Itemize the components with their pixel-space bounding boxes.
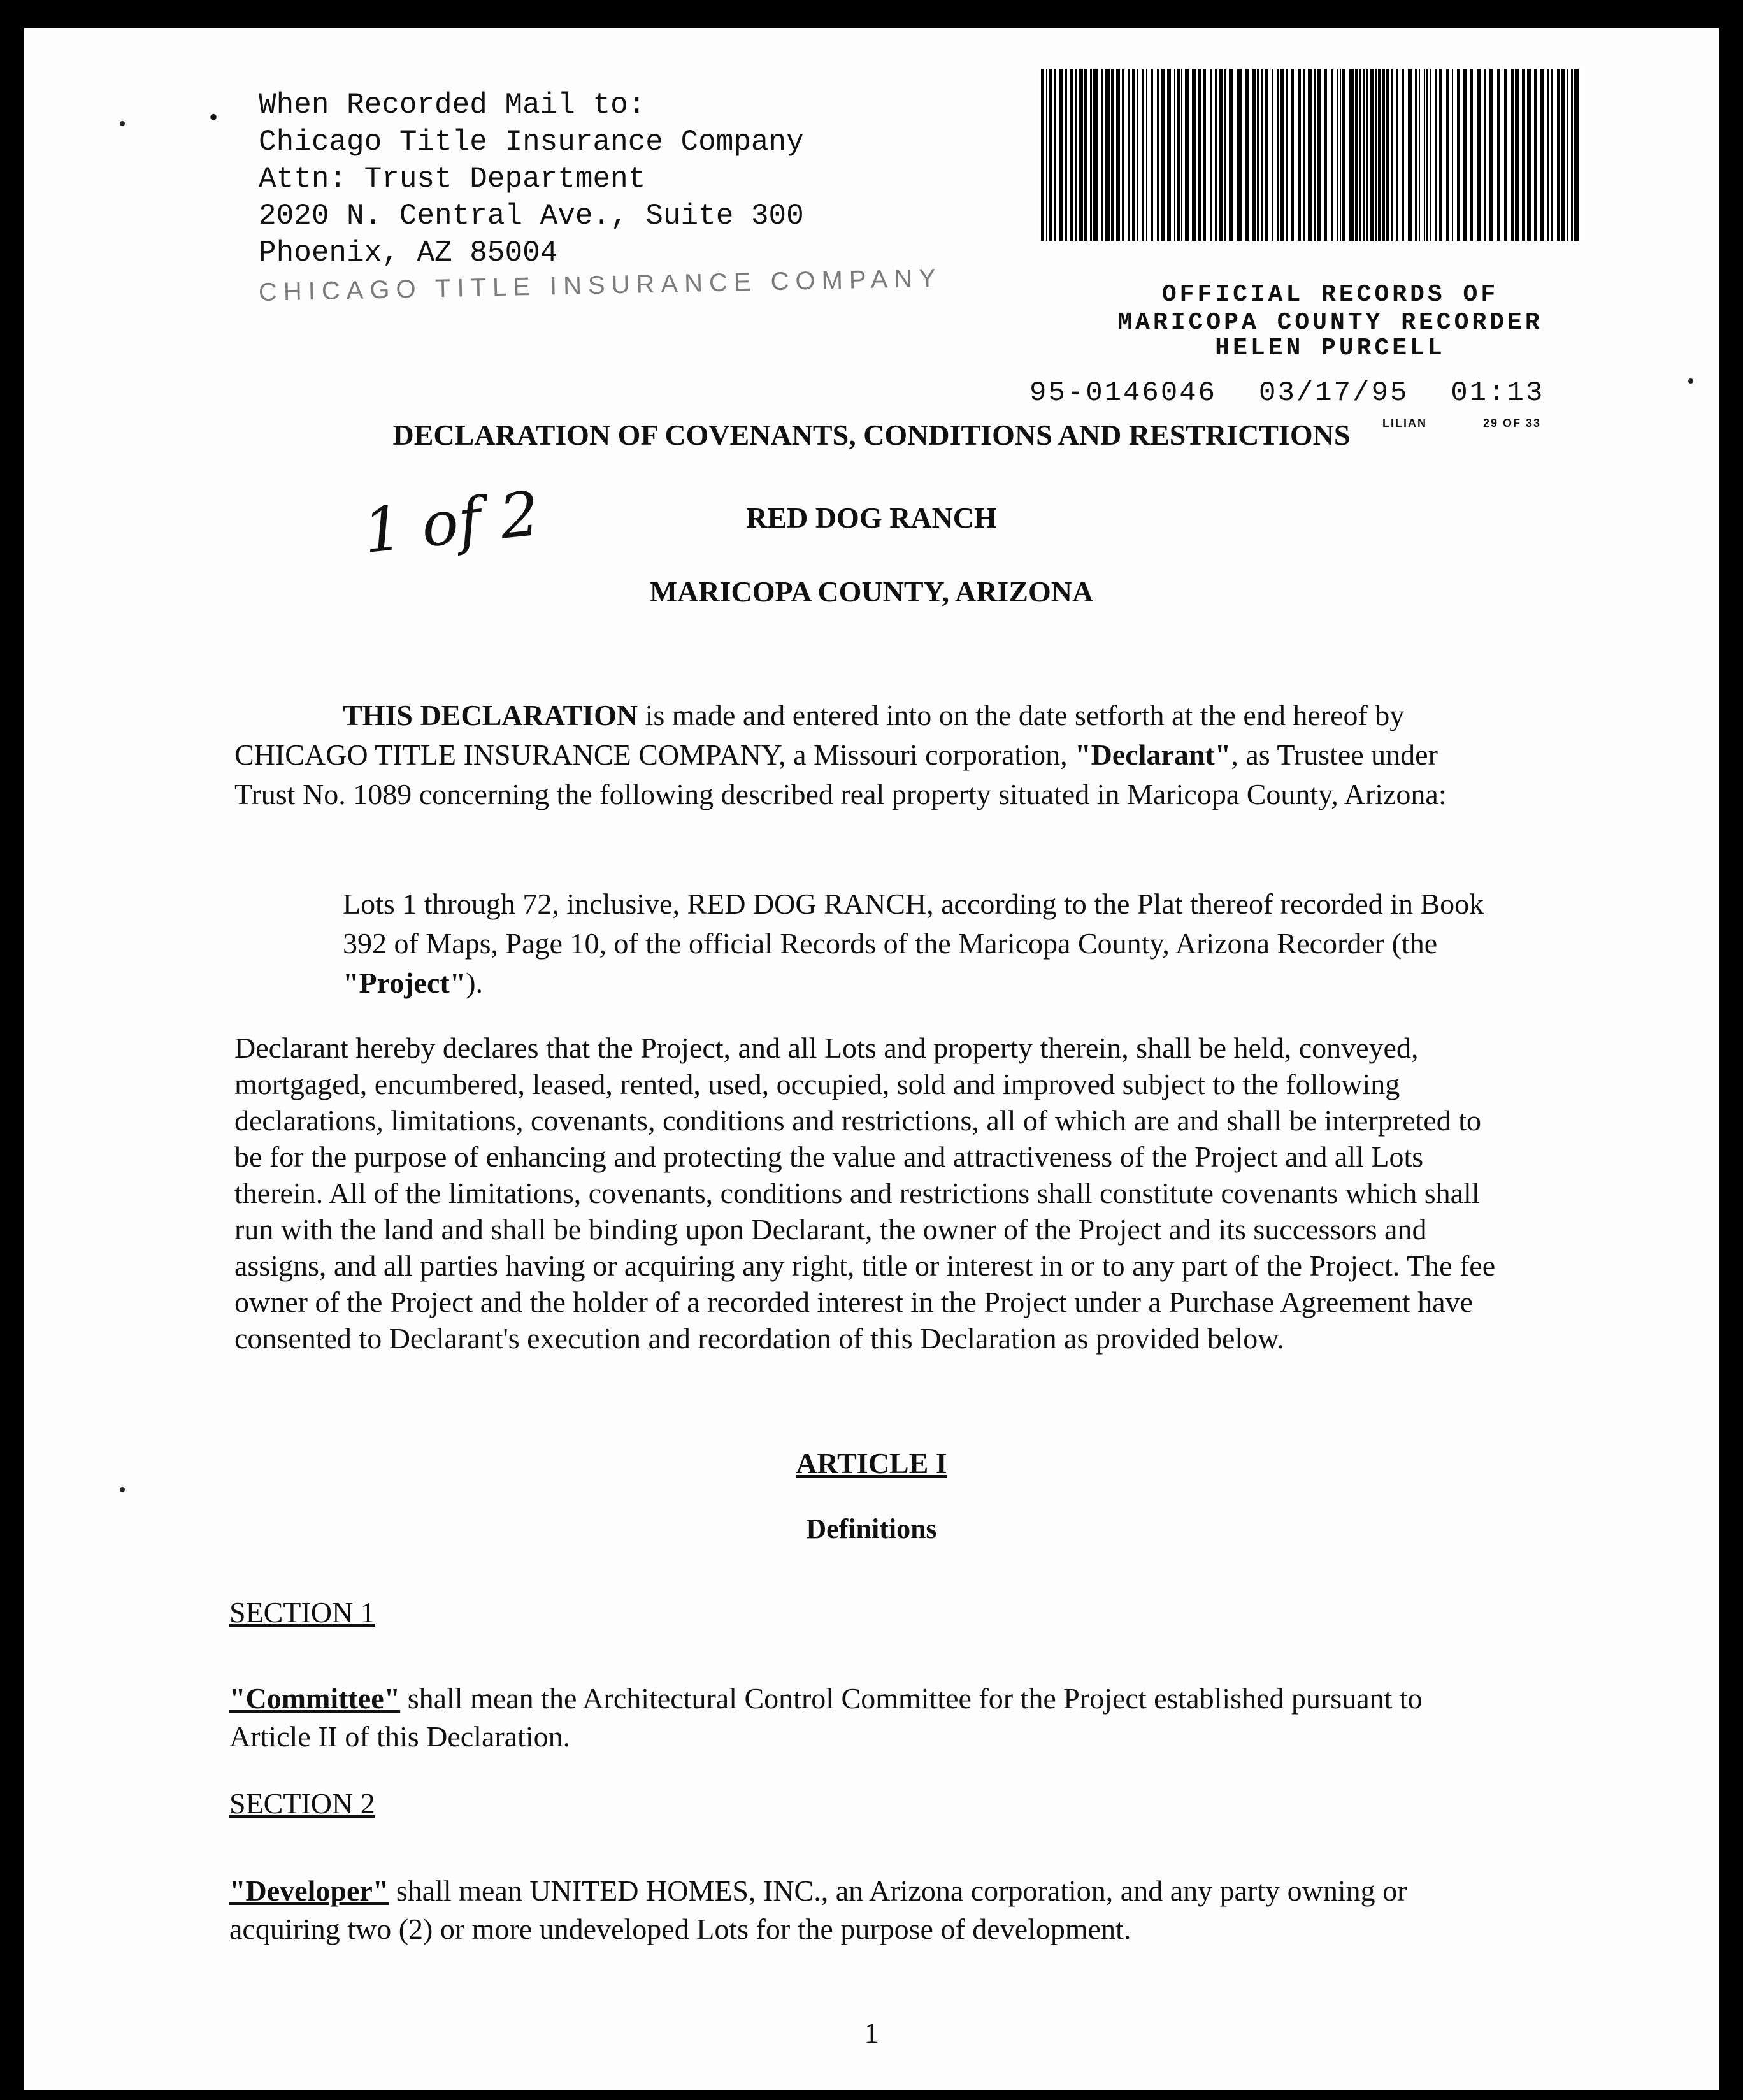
barcode-bar xyxy=(1419,69,1420,241)
barcode-bar xyxy=(1504,69,1507,241)
article-subheading: Definitions xyxy=(806,1513,937,1544)
recording-date: 03/17/95 xyxy=(1259,377,1409,409)
section-2-heading: SECTION 2 xyxy=(229,1787,375,1820)
barcode-bar xyxy=(1571,69,1573,241)
barcode-bar xyxy=(1457,69,1460,241)
barcode-bar xyxy=(1122,69,1124,241)
handwritten-note: 1 of 2 xyxy=(359,477,543,568)
barcode-bar xyxy=(1291,69,1294,241)
barcode-bar xyxy=(1203,69,1206,241)
scan-speck xyxy=(1688,378,1693,384)
barcode-bar xyxy=(1567,69,1568,241)
barcode-bar xyxy=(1111,69,1114,241)
barcode-bar xyxy=(1382,69,1385,241)
barcode-bar xyxy=(1527,69,1531,241)
barcode-bar xyxy=(1446,69,1449,241)
recorder-line-1: OFFICIAL RECORDS OF xyxy=(1161,281,1499,308)
barcode-bar xyxy=(1378,69,1381,241)
barcode-bar xyxy=(1415,69,1417,241)
barcode-bar xyxy=(1065,69,1067,241)
barcode-bar xyxy=(1342,69,1345,241)
barcode-bar xyxy=(1177,69,1180,241)
section-1-text: "Committee" shall mean the Architectural Control Committee for the Project established pursuant to Article II of this Declaration. xyxy=(229,1682,1423,1753)
barcode-bar xyxy=(1137,69,1138,241)
barcode-bar xyxy=(1375,69,1377,241)
barcode-bar xyxy=(1105,69,1110,241)
barcode-bar xyxy=(1331,69,1333,241)
project-term: "Project" xyxy=(343,967,466,999)
barcode-bar xyxy=(1324,69,1327,241)
barcode-bar xyxy=(1146,69,1147,241)
barcode-bar xyxy=(1314,69,1316,241)
barcode-bar xyxy=(1272,69,1273,241)
address-line: Phoenix, AZ 85004 xyxy=(259,236,558,270)
barcode-bar xyxy=(1265,69,1268,241)
barcode-bar xyxy=(1340,69,1341,241)
barcode-bar xyxy=(1470,69,1473,241)
document-title: DECLARATION OF COVENANTS, CONDITIONS AND RESTRICTIONS xyxy=(392,419,1351,451)
barcode-bar xyxy=(1515,69,1519,241)
intro-lead: THIS DECLARATION xyxy=(343,699,638,731)
barcode-bar xyxy=(1439,69,1442,241)
declaration-paragraph: Declarant hereby declares that the Project, and all Lots and property therein, shall be held, conveyed, mortgaged, encumbered, leased, rented, used, occupied, sold and improved subject to the following declarations, limitations, covenants, conditions and restrictions, all of which are and shall be interpreted to be for the purpose of enhancing and protecting the value and attractiveness of the Project and all Lots therein. All of the limitations, covenants, conditions and restrictions shall constitute covenants which shall run with the land and shall be binding upon Declarant, the owner of the Project and its successors and assigns, and all parties having or acquiring any right, title or interest in or to any part of the Project. The fee owner of the Project and the holder of a recorded interest in the Project under a Purchase Agreement have consented to Declarant's execution and recordation of this Declaration as provided below. xyxy=(234,1032,1496,1355)
barcode-bar xyxy=(1167,69,1171,241)
barcode-bar xyxy=(1430,69,1431,241)
barcode-bar xyxy=(1363,69,1365,241)
barcode-bar xyxy=(1046,69,1047,241)
barcode-bar xyxy=(1355,69,1358,241)
barcode-bar xyxy=(1198,69,1201,241)
barcode-bar xyxy=(1132,69,1135,241)
company-stamp: CHICAGO TITLE INSURANCE COMPANY xyxy=(258,264,943,306)
barcode-bar xyxy=(1116,69,1120,241)
scan-speck xyxy=(120,1487,125,1492)
barcode-bar xyxy=(1286,69,1288,241)
barcode-bar xyxy=(1426,69,1428,241)
barcode-bar xyxy=(1041,69,1044,241)
committee-term: "Committee" xyxy=(229,1682,401,1715)
recording-info xyxy=(1029,377,1586,409)
barcode-bar xyxy=(1192,69,1196,241)
developer-term: "Developer" xyxy=(229,1874,389,1907)
barcode-bar xyxy=(1574,69,1579,241)
address-line: 2020 N. Central Ave., Suite 300 xyxy=(259,199,804,233)
barcode-bar xyxy=(1337,69,1338,241)
barcode-bar xyxy=(1075,69,1077,241)
barcode-bar xyxy=(1229,69,1233,241)
barcode-bar xyxy=(1084,69,1087,241)
address-line: When Recorded Mail to: xyxy=(259,89,646,122)
barcode-bar xyxy=(1396,69,1398,241)
barcode-bar xyxy=(1252,69,1256,241)
article-heading: ARTICLE I xyxy=(796,1447,947,1479)
barcode-bar xyxy=(1298,69,1301,241)
barcode-bar xyxy=(1215,69,1217,241)
barcode-bar xyxy=(1497,69,1500,241)
clerk-name: LILIAN xyxy=(1382,417,1427,429)
barcode-bar xyxy=(1079,69,1083,241)
barcode-bar xyxy=(1128,69,1130,241)
barcode-bar xyxy=(1370,69,1374,241)
intro-paragraph: THIS DECLARATION is made and entered into on the date setforth at the end hereof by CHICAGO TITLE INSURANCE COMPANY, a Missouri corporation, "Declarant", as Trustee under Trust No. 1089 concerning the following described real property situated in Maricopa County, Arizona: xyxy=(234,699,1447,810)
section-1-heading: SECTION 1 xyxy=(229,1596,375,1629)
barcode-bar xyxy=(1317,69,1321,241)
barcode-bar xyxy=(1101,69,1103,241)
recording-number: 95-0146046 xyxy=(1029,377,1217,409)
barcode-image xyxy=(1038,69,1584,241)
barcode-bar xyxy=(1386,69,1389,241)
barcode-bar xyxy=(1049,69,1052,241)
barcode-bar xyxy=(1224,69,1226,241)
barcode-bar xyxy=(1511,69,1514,241)
barcode-bar xyxy=(1151,69,1153,241)
barcode-bar xyxy=(1308,69,1312,241)
barcode-bar xyxy=(1359,69,1361,241)
barcode-bar xyxy=(1547,69,1549,241)
barcode-bar xyxy=(1142,69,1144,241)
address-line: Attn: Trust Department xyxy=(259,162,646,196)
barcode-bar xyxy=(1257,69,1259,241)
page-count: 29 OF 33 xyxy=(1483,417,1542,429)
barcode-bar xyxy=(1484,69,1486,241)
barcode-bar xyxy=(1477,69,1481,241)
section-2-text: "Developer" shall mean UNITED HOMES, INC., an Arizona corporation, and any party owning or acquiring two (2) or more undeveloped Lots for the purpose of development. xyxy=(229,1874,1407,1945)
barcode-bar xyxy=(1237,69,1242,241)
barcode-bar xyxy=(1219,69,1223,241)
barcode-bar xyxy=(1522,69,1525,241)
scan-speck xyxy=(120,121,125,126)
return-address xyxy=(259,87,942,311)
barcode-bar xyxy=(1349,69,1354,241)
barcode-bar xyxy=(1210,69,1212,241)
barcode-bar xyxy=(1261,69,1263,241)
page-number: 1 xyxy=(864,2017,879,2049)
barcode-bar xyxy=(1093,69,1098,241)
barcode-bar xyxy=(1161,69,1165,241)
document-page xyxy=(24,28,1719,2090)
recorder-line-2: MARICOPA COUNTY RECORDER xyxy=(1117,309,1543,336)
address-line: Chicago Title Insurance Company xyxy=(259,126,804,159)
barcode-bar xyxy=(1157,69,1159,241)
barcode-bar xyxy=(1391,69,1393,241)
barcode-bar xyxy=(1070,69,1073,241)
barcode-bar xyxy=(1424,69,1425,241)
barcode-bar xyxy=(1090,69,1092,241)
barcode-bar xyxy=(1181,69,1182,241)
property-description: Lots 1 through 72, inclusive, RED DOG RANCH, according to the Plat thereof recorded in Book 392 of Maps, Page 10, of the official Records of the Maricopa County, Arizona Recorder (the "Project"). xyxy=(343,888,1484,999)
barcode-bar xyxy=(1280,69,1284,241)
barcode-bar xyxy=(1059,69,1063,241)
barcode-bar xyxy=(1534,69,1537,241)
barcode-bar xyxy=(1551,69,1553,241)
barcode-bar xyxy=(1277,69,1279,241)
barcode-bar xyxy=(1540,69,1544,241)
recording-time: 01:13 xyxy=(1451,377,1545,409)
barcode-bar xyxy=(1489,69,1493,241)
barcode-bar xyxy=(1435,69,1437,241)
barcode-bar xyxy=(1452,69,1453,241)
barcode-bar xyxy=(1366,69,1368,241)
barcode-bar xyxy=(1463,69,1467,241)
barcode-bar xyxy=(1402,69,1404,241)
barcode-bar xyxy=(1245,69,1249,241)
bullet-mark: • xyxy=(209,103,219,131)
barcode-bar xyxy=(1561,69,1565,241)
barcode-bar xyxy=(1303,69,1305,241)
barcode-bar xyxy=(1185,69,1189,241)
barcode-bar xyxy=(1054,69,1056,241)
barcode-bar xyxy=(1557,69,1560,241)
recorder-name: HELEN PURCELL xyxy=(1215,334,1445,362)
county-name: MARICOPA COUNTY, ARIZONA xyxy=(649,575,1094,608)
project-name: RED DOG RANCH xyxy=(746,501,997,534)
declarant-term: "Declarant" xyxy=(1075,738,1231,771)
barcode-bar xyxy=(1408,69,1412,241)
barcode-bar xyxy=(1174,69,1175,241)
